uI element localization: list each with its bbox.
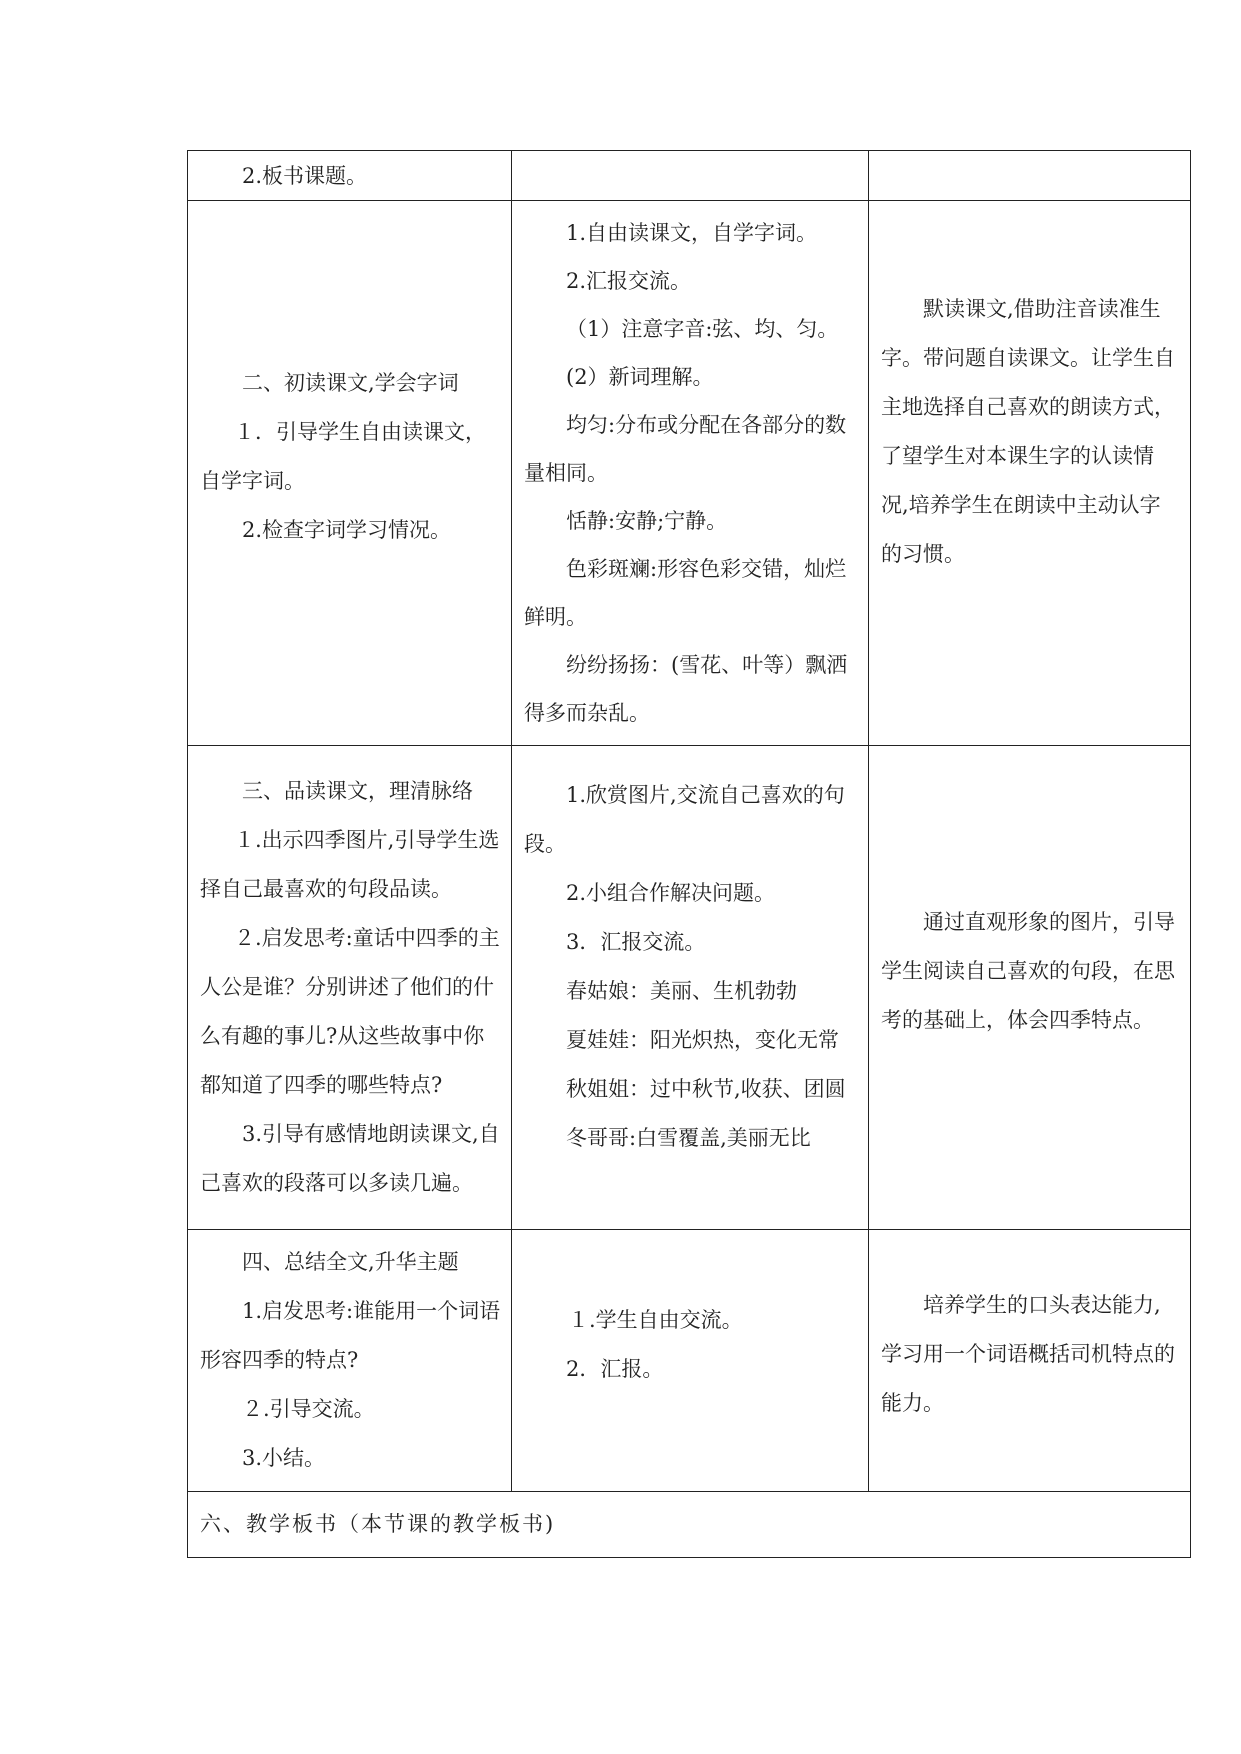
cell-text: 2.小组合作解决问题。 [566,880,776,905]
lesson-plan-table [187,150,1191,1558]
cell-text: 3.小结。 [242,1446,326,1470]
cell-text: 四、总结全文,升华主题 [242,1250,459,1274]
cell-text: 纷纷扬扬：(雪花、叶等）飘洒得多而杂乱。 [524,653,848,725]
blackboard-heading-cell [188,1492,1191,1558]
cell-text: 秋姐姐：过中秋节,收获、团圆 [566,1076,846,1101]
cell-text: 1.欣赏图片,交流自己喜欢的句段。 [524,782,845,856]
teacher-activity-cell [188,746,512,1230]
table-row [188,1230,1191,1492]
cell-text: １．引导学生自由读课文，自学字词。 [200,420,486,493]
cell-text: 夏娃娃：阳光炽热，变化无常 [566,1027,839,1052]
student-activity-cell [512,1230,869,1492]
cell-text: ２.引导交流。 [242,1397,375,1421]
design-intent-cell [869,746,1191,1230]
table-row [188,151,1191,201]
cell-text: (2）新词理解。 [566,365,714,389]
design-intent-cell [869,1230,1191,1492]
cell-text: 通过直观形象的图片，引导学生阅读自己喜欢的句段，在思考的基础上，体会四季特点。 [881,910,1175,1032]
cell-text: 培养学生的口头表达能力,学习用一个词语概括司机特点的能力。 [881,1293,1175,1415]
cell-text: 3.引导有感情地朗读课文,自己喜欢的段落可以多读几遍。 [200,1122,500,1195]
cell-text: 2.汇报交流。 [566,269,692,293]
cell-text: （1）注意字音:弦、均、匀。 [566,317,839,341]
section-heading: 六、教学板书（本节课的教学板书) [200,1512,556,1536]
table-row [188,746,1191,1230]
cell-text: 2.检查字词学习情况。 [242,518,452,542]
cell-text: １.学生自由交流。 [568,1307,743,1332]
teacher-activity-cell [188,1230,512,1492]
teacher-activity-cell [188,151,512,201]
table-row [188,201,1191,746]
student-activity-cell [512,151,869,201]
cell-text: 色彩斑斓:形容色彩交错，灿烂鲜明。 [524,557,847,629]
cell-text: 2．汇报。 [566,1356,664,1381]
design-intent-cell [869,201,1191,746]
cell-text: 1.自由读课文，自学字词。 [566,221,818,245]
cell-text: 3．汇报交流。 [566,929,706,954]
student-activity-cell [512,746,869,1230]
cell-text: １.出示四季图片,引导学生选择自己最喜欢的句段品读。 [200,828,500,901]
cell-text: 默读课文,借助注音读准生字。带问题自读课文。让学生自主地选择自己喜欢的朗读方式，了望学生对本课生字的认读情况,培养学生在朗读中主动认字的习惯。 [881,297,1175,566]
cell-text: 二、初读课文,学会字词 [242,371,459,395]
cell-text: 恬静:安静;宁静。 [566,509,728,533]
cell-text: ２.启发思考:童话中四季的主人公是谁？分别讲述了他们的什么有趣的事儿?从这些故事中你都知道了四季的哪些特点? [200,926,500,1097]
cell-text: 春姑娘：美丽、生机勃勃 [566,978,797,1003]
table-row [188,1492,1191,1558]
design-intent-cell [869,151,1191,201]
cell-text: 冬哥哥:白雪覆盖,美丽无比 [566,1125,811,1150]
teacher-activity-cell [188,201,512,746]
student-activity-cell [512,201,869,746]
cell-text: 2.板书课题。 [242,163,368,188]
cell-text: 三、品读课文，理清脉络 [242,779,473,803]
cell-text: 均匀:分布或分配在各部分的数量相同。 [524,413,847,485]
cell-text: 1.启发思考:谁能用一个词语形容四季的特点? [200,1299,501,1372]
